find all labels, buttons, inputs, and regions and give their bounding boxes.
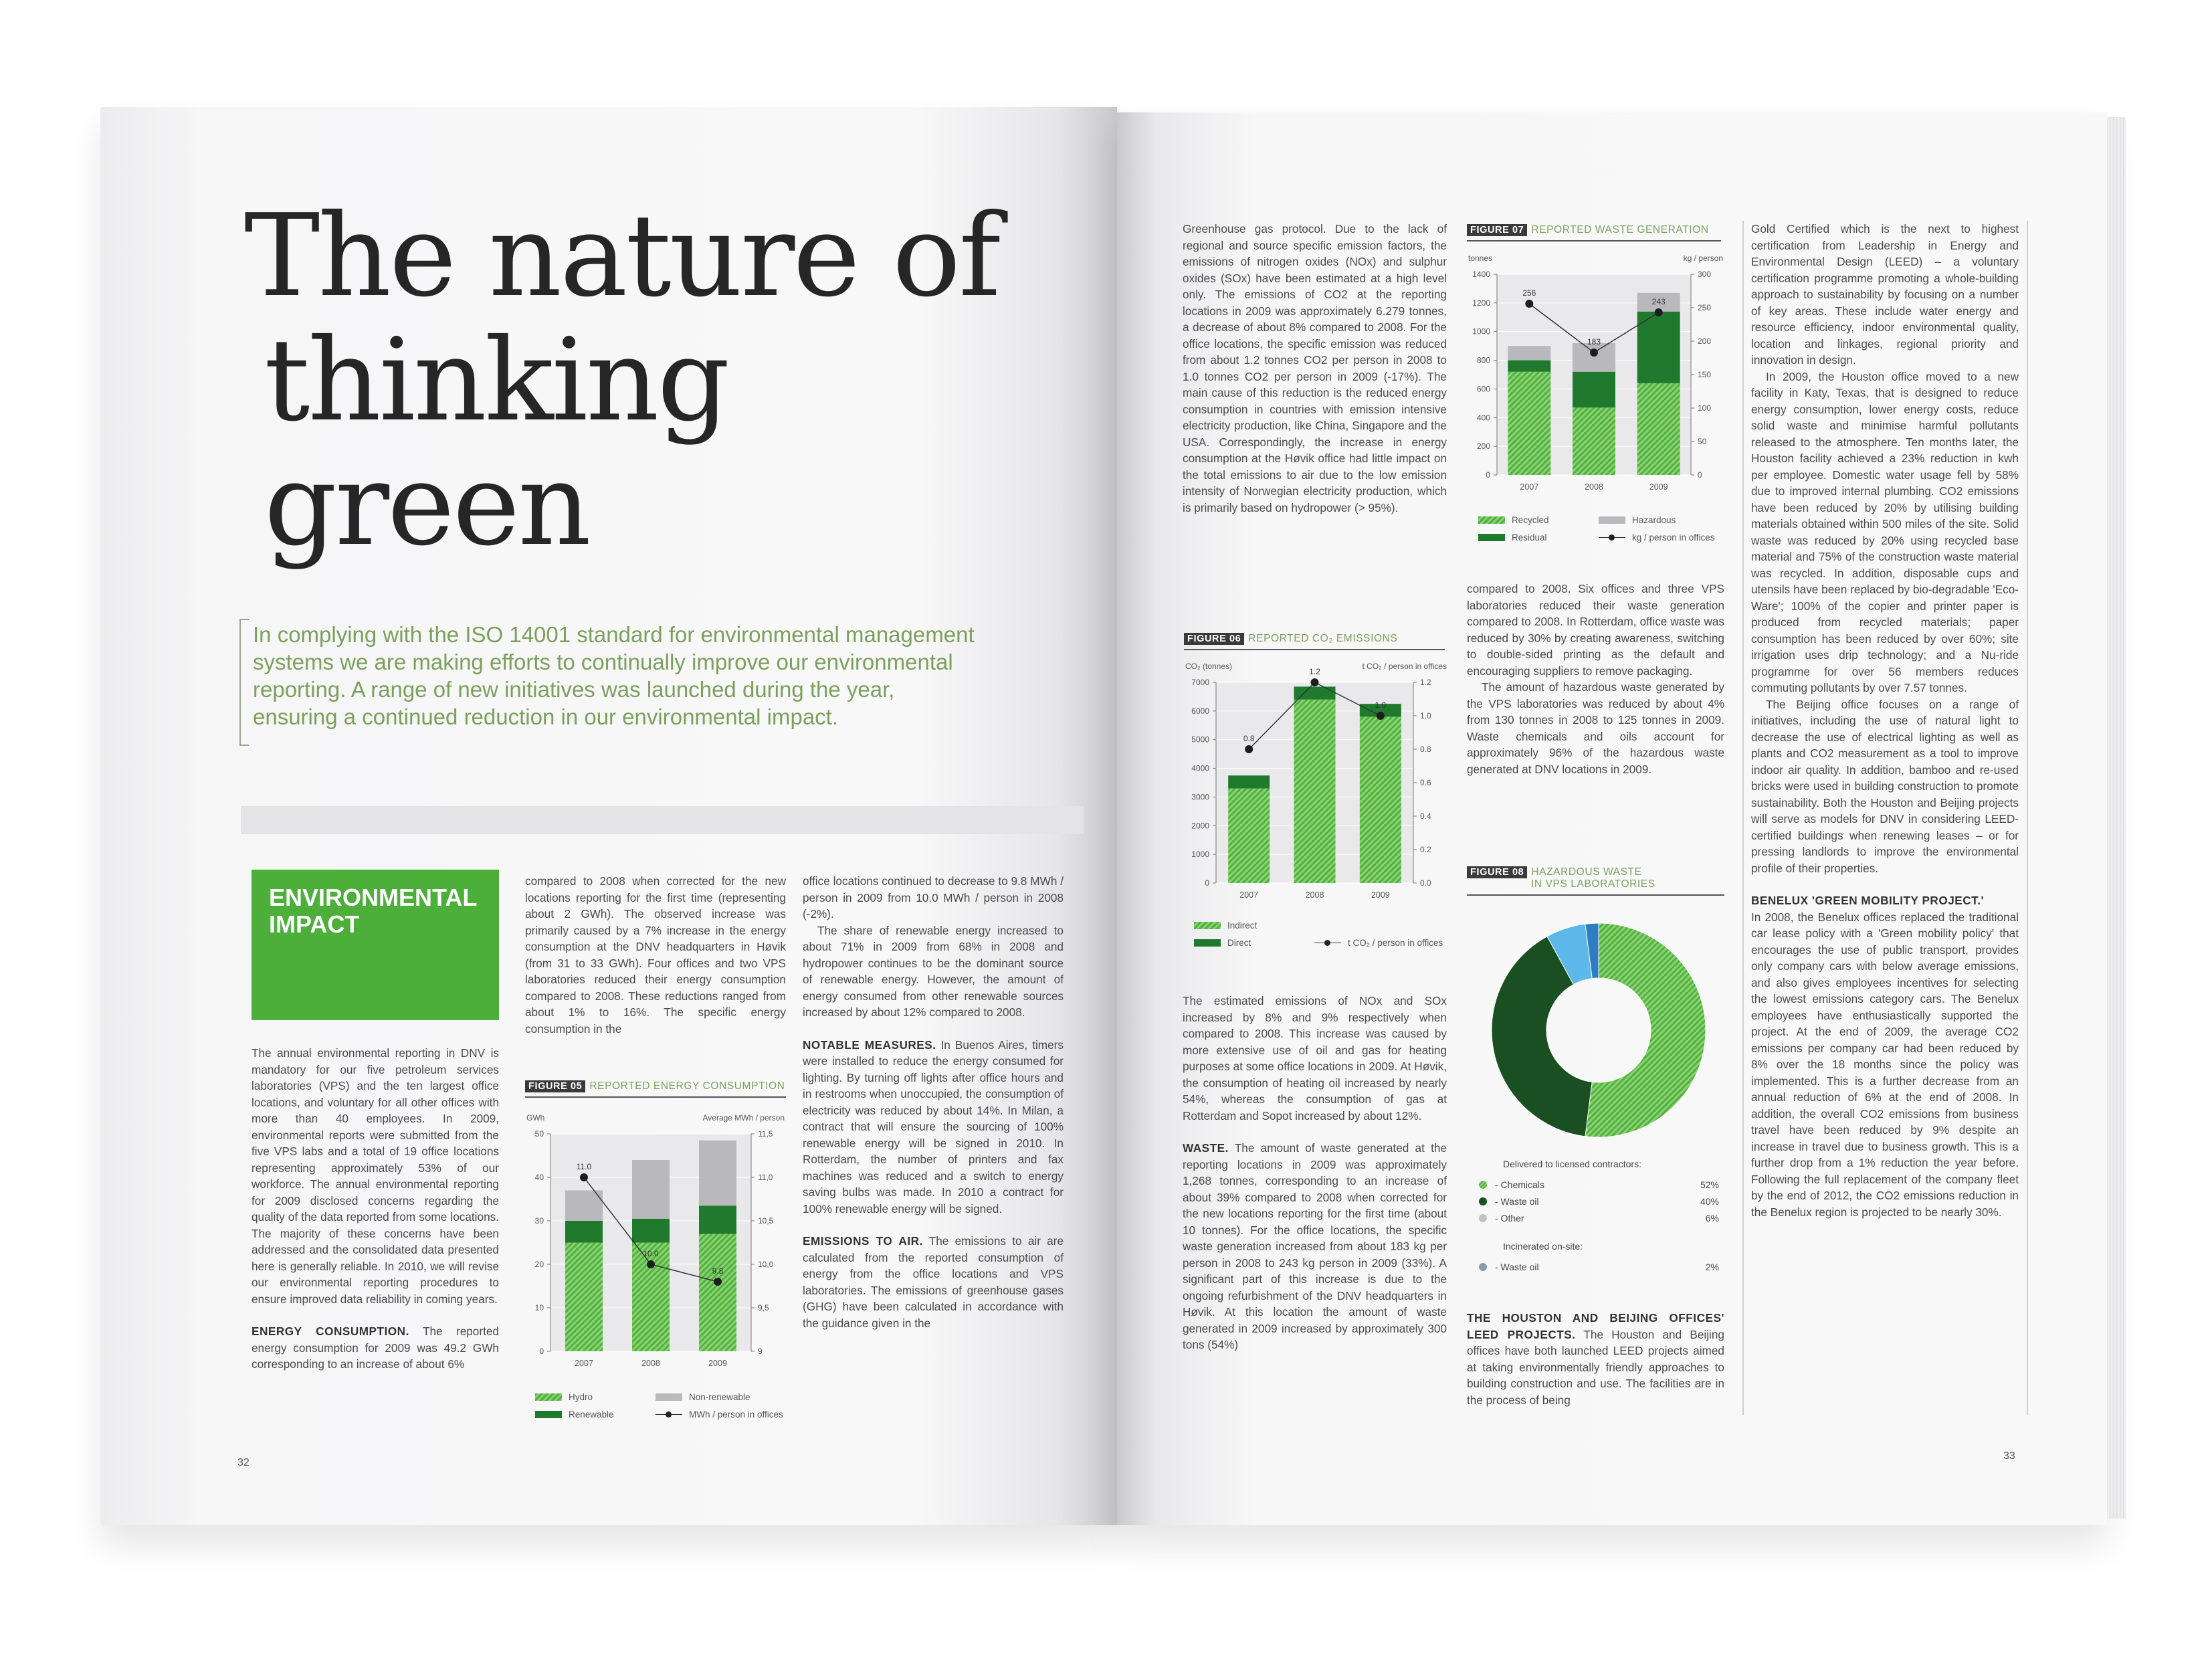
legend-label: - Other	[1495, 1212, 1524, 1224]
x-tick-label: 2009	[1649, 482, 1668, 492]
section-title-box	[252, 870, 499, 1020]
paragraph: The amount of hazardous waste generated by the VPS laboratories was reduced by about 4% from 130 tonnes in 2008 to 125 tonnes in 2009. Waste chemicals and oils account for approximately 96% of the hazardous waste generated at DNV locations in 2009.	[1467, 680, 1724, 776]
legend-dot-other	[1479, 1214, 1487, 1222]
paragraph: In 2009, the Houston office moved to a new facility in Katy, Texas, that is designed to reduce energy consumption, lower energy costs, reduce solid waste and minimise harmful pollutants released to the atmosphere. Ten months later, the Houston facility achieved a 23% reduction in kwh per employee. Domestic water usage fell by 58% due to improved internal plumbing. CO2 emissions have been reduced by 20% by utilising building materials obtained within 500 miles of the site. Solid waste was reduced by 20% using recycled base material and 75% of the construction waste material was recycled. In addition, disposable cups and utensils have been replaced by bio-degradable 'Eco-Ware'; 100% of the copier and printer paper is produced from recycled materials; paper consumption has been reduced by over 60%; site irrigation uses drip technology; and a Nu-ride programme for over 56 members reduces commuting pollutants by over 7.57 tonnes.	[1751, 369, 2019, 694]
subhead: NOTABLE MEASURES.	[803, 1038, 936, 1052]
figure-05-header	[525, 1080, 786, 1098]
y-tick-label: 0	[1205, 878, 1209, 888]
y-tick-label: 1000	[1191, 850, 1209, 860]
x-tick-label: 2009	[708, 1359, 727, 1368]
legend-swatch-hazardous	[1599, 516, 1625, 524]
headline-line-1: The nature of	[244, 190, 999, 322]
y2-tick-label: 9	[758, 1347, 763, 1356]
y-tick-label: 0	[1486, 470, 1490, 480]
bar-segment	[565, 1243, 603, 1352]
legend-line-marker	[1314, 939, 1341, 947]
data-label: 11.0	[576, 1162, 592, 1171]
y2-tick-label: 150	[1698, 370, 1712, 379]
paragraph	[1467, 1310, 1724, 1408]
series-point	[1655, 308, 1663, 316]
y2-tick-label: 300	[1698, 270, 1712, 279]
paragraph: compared to 2008 when corrected for the new locations reporting for the first time (representing about 2 GWh). The observed increase was primarily caused by a 7% increase in the energy consumption at the DNV headquarters in Høvik (from 31 to 33 GWh). Four offices and two VPS laboratories reduced their energy consumption compared to 2008. These reductions ranged from about 1% to 16%. The specific energy consumption in the	[525, 874, 786, 1036]
section-title-line-1: ENVIRONMENTAL	[269, 884, 478, 911]
series-point	[714, 1278, 722, 1286]
subhead: BENELUX 'GREEN MOBILITY PROJECT.'	[1751, 894, 1985, 907]
y-tick-label: 1400	[1472, 270, 1490, 279]
legend-label: - Waste oil	[1495, 1261, 1539, 1272]
legend-label: Hydro	[569, 1391, 593, 1402]
figure-tag: FIGURE 05	[525, 1080, 585, 1092]
data-label: 243	[1651, 297, 1666, 306]
y2-tick-label: 0.4	[1420, 811, 1431, 821]
y2-tick-label: 9,5	[758, 1303, 769, 1312]
y2-tick-label: 0	[1698, 470, 1702, 480]
hazardous-waste-donut	[1478, 916, 1719, 1144]
left-column-1	[252, 1045, 499, 1373]
page-number-left: 32	[237, 1457, 249, 1468]
grey-divider-band	[241, 806, 1084, 834]
right-column-2-text	[1467, 581, 1724, 777]
bar-segment	[699, 1205, 736, 1234]
legend-swatch-hydro	[535, 1393, 562, 1401]
legend-label: - Waste oil	[1495, 1195, 1539, 1207]
column-rule	[1742, 221, 1744, 1415]
y-tick-label: 600	[1476, 384, 1490, 394]
figure-title: REPORTED WASTE GENERATION	[1531, 224, 1709, 235]
legend-value: 2%	[1705, 1261, 1719, 1272]
right-column-1-top	[1183, 221, 1447, 516]
legend-dot-chemicals	[1479, 1181, 1487, 1189]
right-column-1-bottom	[1183, 993, 1447, 1353]
y-tick-label: 6000	[1191, 706, 1209, 716]
series-point	[1377, 712, 1385, 720]
waste-generation-chart	[1467, 254, 1724, 502]
bar-segment	[1228, 775, 1270, 788]
y2-tick-label: 250	[1698, 303, 1712, 312]
bar-segment	[632, 1160, 670, 1219]
legend-label: t CO₂ / person in offices	[1348, 937, 1443, 948]
deck-bracket	[239, 619, 249, 746]
y-tick-label: 7000	[1191, 678, 1209, 687]
bar-segment	[1573, 407, 1615, 475]
bar-segment	[1508, 361, 1550, 372]
data-label: 1.0	[1375, 700, 1387, 710]
legend-value: 52%	[1700, 1179, 1719, 1190]
legend-label: MWh / person in offices	[689, 1409, 783, 1420]
legend-swatch-indirect	[1194, 922, 1221, 929]
paragraph: compared to 2008. Six offices and three VPS laboratories reduced their waste generation compared to 2008. In Rotterdam, office waste was reduced by 30% by creating awareness, switching to double-sided printing as the default and encouraging suppliers to remove packaging.	[1467, 582, 1724, 678]
y-tick-label: 3000	[1191, 792, 1209, 802]
bar-segment	[1228, 789, 1270, 883]
y-tick-label: 1000	[1472, 326, 1490, 336]
bar-segment	[565, 1221, 603, 1243]
y-tick-label: 40	[534, 1173, 544, 1182]
legend-label: Direct	[1227, 937, 1251, 948]
y-tick-label: 30	[534, 1216, 544, 1226]
bar-segment	[1637, 383, 1680, 475]
axis-unit-left: GWh	[526, 1113, 545, 1123]
y2-tick-label: 0.6	[1420, 778, 1431, 787]
series-point	[1311, 678, 1319, 686]
x-tick-label: 2008	[1585, 482, 1603, 492]
subhead: THE HOUSTON AND BEIJING OFFICES' LEED PROJECTS.	[1467, 1311, 1724, 1341]
y2-tick-label: 0.0	[1420, 878, 1431, 888]
y2-tick-label: 50	[1698, 437, 1707, 446]
y2-tick-label: 11,5	[758, 1129, 773, 1139]
figure-tag: FIGURE 06	[1184, 633, 1244, 645]
legend-value: 6%	[1705, 1212, 1719, 1224]
legend-line-marker	[1599, 534, 1625, 541]
legend-dot-waste-oil-incinerated	[1479, 1263, 1487, 1271]
subhead: ENERGY CONSUMPTION.	[252, 1325, 409, 1338]
section-title-line-2: IMPACT	[269, 910, 360, 938]
axis-unit-right: Average MWh / person	[702, 1113, 785, 1123]
y2-tick-label: 10,0	[758, 1260, 774, 1269]
legend-label: Indirect	[1227, 920, 1258, 931]
figure-tag: FIGURE 07	[1467, 224, 1527, 236]
x-tick-label: 2007	[1520, 482, 1539, 492]
donut-slice	[1585, 923, 1706, 1137]
legend-label: Residual	[1512, 532, 1547, 543]
paragraph-text: The Houston and Beijing offices have both launched LEED projects aimed at taking environmentally friendly approaches to building construction and use. The facilities are in the process of being	[1467, 1327, 1724, 1407]
series-point	[647, 1260, 655, 1268]
figure-06-header	[1184, 633, 1445, 650]
legend-group-label: Delivered to licensed contractors:	[1503, 1159, 1641, 1169]
right-column-3	[1751, 221, 2019, 1220]
paragraph: Greenhouse gas protocol. Due to the lack of regional and source specific emission factors, the emissions of nitrogen oxides (NOx) and sulphur oxides (SOx) have been estimated at a high level only. The emissions of CO2 at the reporting locations in 2009 was approximately 6.279 tonnes, a decrease of about 8% compared to 2008. For the office locations, the specific emission was reduced from about 1.2 tonnes CO2 per person in 2008 to 1.0 tonnes CO2 per person in 2009 (-17%). The main cause of this reduction is the reduced energy consumption in countries with emission intensive electricity production, like China, Singapore and the USA. Correspondingly, the increase in energy consumption at the Høvik office had little impact on the total emissions to air due to the low emission intensity of Norwegian electricity production, which is primarily based on hydropower (> 95%).	[1183, 222, 1447, 514]
figure-08-header	[1467, 866, 1724, 896]
y-tick-label: 200	[1476, 442, 1490, 452]
paragraph: office locations continued to decrease to 9.8 MWh / person in 2009 from 10.0 MWh / person in 2008 (-2%).	[803, 874, 1064, 920]
column-rule	[2027, 221, 2028, 1415]
x-tick-label: 2009	[1371, 890, 1390, 900]
figure-08-legend	[1475, 1159, 1719, 1275]
paragraph	[1183, 1140, 1447, 1353]
deck-line-2: systems we are making efforts to continually improve our environmental	[253, 650, 953, 674]
y2-tick-label: 11,0	[758, 1173, 773, 1182]
bar-segment	[1508, 372, 1550, 475]
y2-tick-label: 0.8	[1420, 745, 1431, 754]
paragraph-text: The emissions to air are calculated from the reported consumption of energy from the office locations and VPS laboratories. The emissions of greenhouse gases (GHG) have been calculated in accordance with the guidance given in the	[803, 1234, 1064, 1330]
right-column-2-bottom	[1467, 1310, 1724, 1408]
figure-06-legend	[1194, 916, 1448, 951]
legend-line-marker	[656, 1411, 682, 1418]
y2-tick-label: 10,5	[758, 1216, 774, 1226]
y-tick-label: 800	[1476, 355, 1490, 365]
data-label: 256	[1522, 288, 1536, 298]
y2-tick-label: 1.0	[1420, 711, 1431, 720]
legend-label: Renewable	[569, 1409, 614, 1420]
x-tick-label: 2008	[641, 1359, 660, 1368]
bar-segment	[1294, 700, 1336, 883]
axis-unit-right: t CO₂ / person in offices	[1362, 662, 1447, 671]
figure-title: REPORTED CO₂ EMISSIONS	[1248, 633, 1398, 644]
legend-group-label: Incinerated on-site:	[1503, 1241, 1583, 1252]
figure-tag: FIGURE 08	[1467, 866, 1527, 878]
legend-label: Recycled	[1512, 514, 1549, 525]
paragraph: The share of renewable energy increased to about 71% in 2009 from 68% in 2008 and hydropower continues to be the dominant source of renewable energy. However, the amount of energy consumed from other renewable sources increased by about 12% compared to 2008.	[803, 923, 1064, 1019]
figure-title: HAZARDOUS WASTE	[1531, 866, 1642, 878]
figure-title: REPORTED ENERGY CONSUMPTION	[589, 1080, 785, 1092]
data-label: 10.0	[643, 1249, 659, 1258]
paragraph: The Beijing office focuses on a range of initiatives, including the use of natural light to decrease the use of electrical lighting as well as plants and CO2 measurement as a tool to improve indoor air quality. In addition, bamboo and re-used bricks were used in building construction to promote sustainability. Both the Houston and Beijing projects will serve as models for DNV in considering LEED-certified buildings when renewing leases – or for pressing landlords to improve the environmental profile of their properties.	[1751, 697, 2019, 875]
y-tick-label: 20	[534, 1260, 544, 1269]
series-point	[580, 1173, 588, 1181]
paragraph-text: The reported energy consumption for 2009 was 49.2 GWh corresponding to an increase of about 6%	[252, 1325, 499, 1371]
y2-tick-label: 1.2	[1420, 678, 1431, 687]
series-point	[1590, 349, 1598, 357]
bar-segment	[699, 1234, 736, 1352]
y-tick-label: 10	[534, 1303, 544, 1312]
y-tick-label: 50	[534, 1129, 544, 1139]
paragraph	[803, 1037, 1064, 1217]
bar-segment	[1573, 343, 1615, 372]
y-tick-label: 2000	[1191, 821, 1209, 831]
legend-value: 40%	[1700, 1195, 1719, 1207]
y-tick-label: 1200	[1472, 298, 1490, 308]
paragraph-text: The amount of waste generated at the reporting locations in 2009 was approximately 1,268 tonnes, corresponding to an increase of about 39% compared to 2008 when corrected for the new locations reporting for the first time (about 10 tonnes). For the office locations, the specific waste generation increased from about 183 kg per person in 2008 to 243 kg person in 2009 (33%). A significant part of this increase is due to the ongoing refurbishment of the DNV headquarters in Høvik. At this location the amount of waste generated in 2009 increased by approximately 300 tons (54%)	[1183, 1141, 1447, 1351]
bar-segment	[1573, 372, 1615, 408]
series-point	[1525, 300, 1533, 308]
legend-swatch-residual	[1478, 534, 1505, 541]
y-tick-label: 0	[539, 1347, 544, 1356]
bar-segment	[699, 1141, 736, 1206]
headline-line-2: thinking green	[264, 314, 728, 571]
y-tick-label: 400	[1476, 413, 1490, 423]
figure-title-2: IN VPS LABORATORIES	[1531, 878, 1655, 890]
paragraph	[252, 1323, 499, 1373]
subhead: EMISSIONS TO AIR.	[803, 1234, 923, 1248]
legend-swatch-nonrenewable	[656, 1393, 682, 1401]
bar-segment	[632, 1243, 670, 1352]
y2-tick-label: 0.2	[1420, 845, 1431, 854]
page-headline	[244, 190, 1080, 571]
paragraph	[803, 1233, 1064, 1331]
co2-emissions-chart	[1184, 662, 1448, 906]
page-edge-stack	[2107, 117, 2126, 1519]
x-tick-label: 2007	[1239, 890, 1259, 900]
deck-line-1: In complying with the ISO 14001 standard for environmental management	[253, 622, 975, 647]
axis-unit-right: kg / person	[1683, 254, 1723, 263]
bar-segment	[1360, 716, 1401, 883]
series-point	[1245, 745, 1253, 753]
intro-deck	[253, 621, 1042, 730]
paragraph: Gold Certified which is the next to highest certification from Leadership in Energy and Environmental Design (LEED) – a voluntary certification programme promoting a whole-building approach to sustainability by focusing on a number of key areas. These include water energy and resource efficiency, indoor environmental quality, location and linkages, regional priority and innovation in design.	[1751, 222, 2019, 367]
bar-segment	[632, 1219, 670, 1243]
legend-swatch-recycled	[1478, 516, 1505, 524]
paragraph: In 2008, the Benelux offices replaced the traditional car lease policy with a 'Green mobility policy' that encourages the use of public transport, provides only company cars with below average emissions, and also gives employees incentives for selecting the lowest emissions category cars. The Benelux employees have enthusiastically supported the project. At the end of 2009, the average CO2 emissions per company car had been reduced by 8% over the 18 months since the policy was implemented. This is a further decrease from an annual reduction of 6% at the end of 2008. In addition, the overall CO2 emissions from business travel have been reduced by 9% despite an increase in travel due to business growth. This is a further drop from a 1% reduction the year before. Following the full replacement of the company fleet by the end of 2012, the CO2 emissions reduction in the Benelux region is projected to be nearly 30%.	[1751, 910, 2019, 1219]
bar-segment	[1508, 346, 1550, 360]
legend-label: - Chemicals	[1495, 1179, 1544, 1190]
data-label: 9.8	[712, 1266, 724, 1276]
page-number-right: 33	[2003, 1450, 2015, 1462]
x-tick-label: 2007	[575, 1359, 593, 1368]
data-label: 183	[1587, 337, 1601, 347]
y2-tick-label: 200	[1698, 336, 1712, 346]
left-column-2	[525, 873, 786, 1037]
figure-05-legend	[535, 1388, 789, 1423]
y-tick-label: 4000	[1191, 763, 1209, 773]
axis-unit-left: tonnes	[1468, 254, 1493, 263]
left-column-3	[803, 873, 1064, 1331]
data-label: 1.2	[1309, 667, 1320, 676]
data-label: 0.8	[1243, 734, 1255, 743]
deck-line-4: ensuring a continued reduction in our environmental impact.	[253, 704, 839, 729]
figure-07-header	[1467, 224, 1721, 241]
deck-line-3: reporting. A range of new initiatives was launched during the year,	[253, 677, 895, 702]
axis-unit-left: CO₂ (tonnes)	[1185, 662, 1233, 671]
paragraph: The annual environmental reporting in DNV is mandatory for our five petroleum services laboratories (VPS) and the ten largest office locations, and voluntary for all other offices with more than 40 employees. In 2009, environmental reports were submitted from the five VPS labs and a total of 19 office locations representing approximately 53% of our workforce. The annual environmental reporting for 2009 disclosed concerns regarding the quality of the data reported from some locations. The majority of these concerns have been addressed and the consolidated data presented here is generally reliable. In 2010, we will revise our environmental reporting procedures to ensure improved data reliability in coming years.	[252, 1046, 499, 1306]
legend-swatch-renewable	[535, 1411, 562, 1418]
paragraph-text: In Buenos Aires, timers were installed to reduce the energy consumed for lighting. By turning off lights after office hours and in restrooms when unoccupied, the consumption of electricity was reduced by about 14%. In Milan, a contract that will ensure the sourcing of 100% renewable energy will be signed in 2010. In Rotterdam, the number of printers and fax machines was reduced and a switch to energy saving bulbs was made. In 2010 a contract for 100% renewable energy will be signed.	[803, 1038, 1064, 1215]
legend-label: Hazardous	[1632, 514, 1676, 525]
legend-swatch-direct	[1194, 939, 1221, 947]
legend-dot-waste-oil	[1479, 1197, 1487, 1205]
energy-consumption-chart	[525, 1107, 786, 1375]
legend-label: kg / person in offices	[1632, 532, 1715, 543]
subhead: WASTE.	[1183, 1141, 1229, 1155]
x-tick-label: 2008	[1305, 890, 1324, 900]
paragraph: The estimated emissions of NOx and SOx increased by 8% and 9% respectively when compared to 2008. This increase was caused by more extensive use of oil and gas for heating purposes at some office locations in 2009. At Høvik, the consumption of heating oil increased by nearly 54%, whereas the consumption of gas at Rotterdam and Sopot increased by about 12%.	[1183, 994, 1447, 1123]
y2-tick-label: 100	[1698, 403, 1712, 413]
figure-07-legend	[1478, 511, 1726, 546]
y-tick-label: 5000	[1191, 735, 1209, 745]
legend-label: Non-renewable	[689, 1391, 750, 1402]
